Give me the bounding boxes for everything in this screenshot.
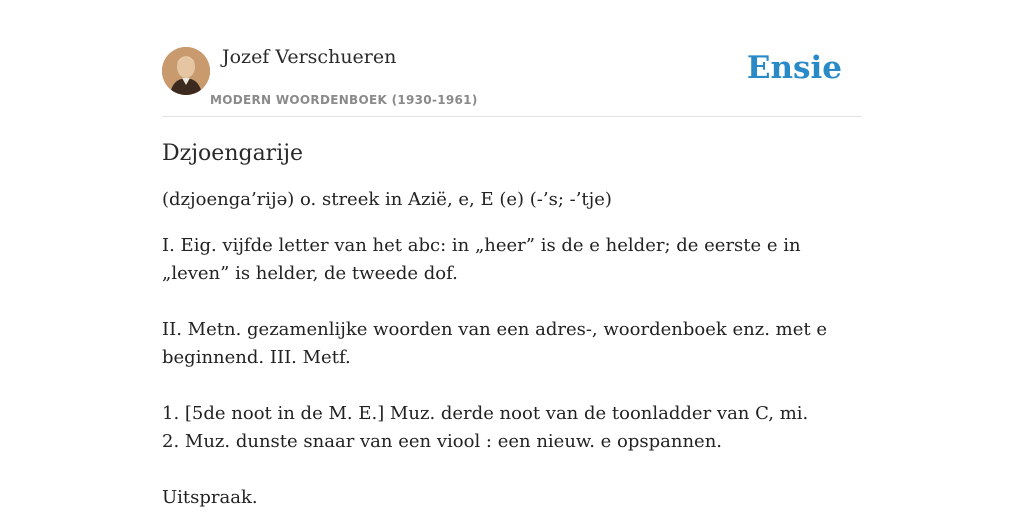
entry-pronunciation: (dzjoenga’rijə) o. streek in Azië, e, E (e) (-’s; -’tje) [162, 189, 612, 210]
sense-line-1: 1. [5de noot in de M. E.] Muz. derde noot van de toonladder van C, mi. [162, 403, 809, 424]
author-portrait-icon [162, 47, 210, 95]
ensie-logo[interactable]: Ensie [746, 50, 842, 86]
dictionary-name[interactable]: MODERN WOORDENBOEK (1930-1961) [210, 93, 478, 107]
entry-title: Dzjoengarije [162, 141, 304, 166]
author-name[interactable]: Jozef Verschueren [222, 46, 397, 68]
pronunciation-footer-label: Uitspraak. [162, 487, 258, 508]
definition-line-2: II. Metn. gezamenlijke woorden van een adres-, woordenboek enz. met e beginnend. III. Metf. [162, 319, 827, 368]
definition-line-1: I. Eig. vijfde letter van het abc: in „heer” is de e helder; de eerste e in „leven” is helder, de tweede dof. [162, 235, 801, 284]
sense-line-2: 2. Muz. dunste snaar van een viool : een nieuw. e opspannen. [162, 431, 723, 452]
entry-content [162, 136, 862, 512]
definition-paragraph [162, 232, 862, 512]
author-avatar[interactable] [162, 47, 210, 95]
page-header [162, 0, 862, 117]
